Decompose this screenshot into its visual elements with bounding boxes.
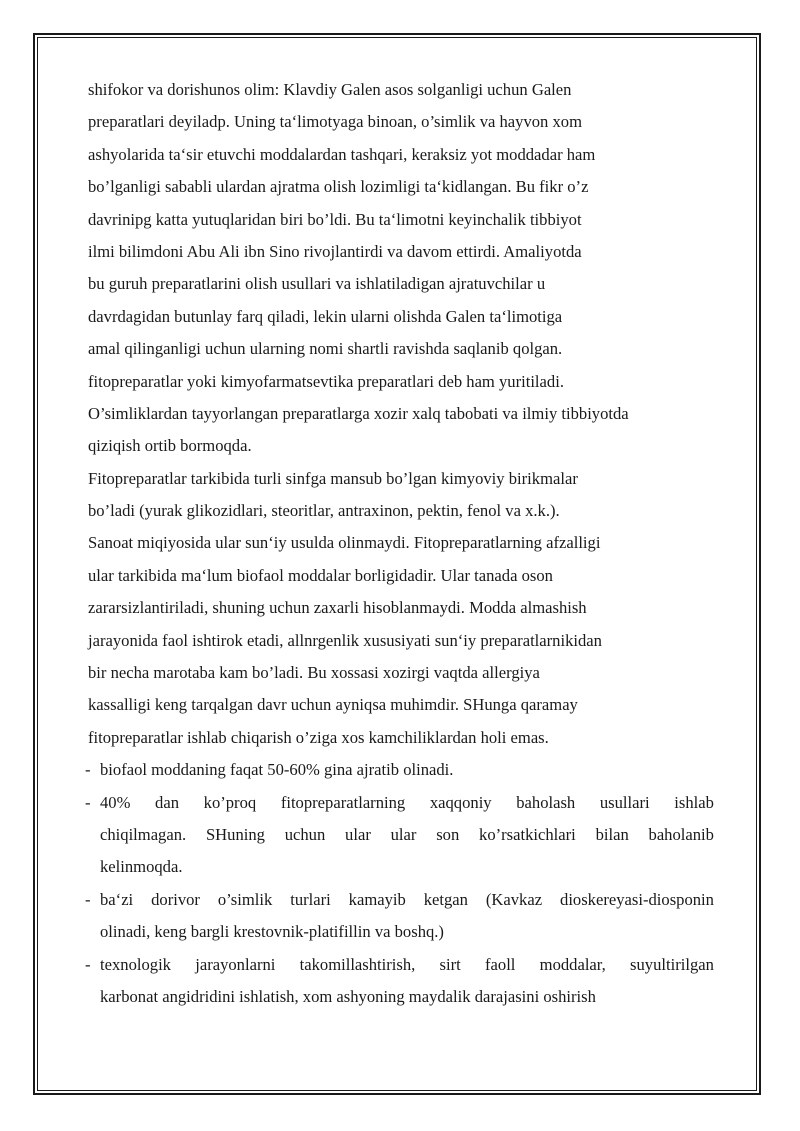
paragraph-line: ashyolarida ta‘sir etuvchi moddalardan tashqari, keraksiz yot moddadar ham	[88, 144, 596, 164]
list-item-line: olinadi, keng bargli krestovnik-platifillin va boshq.)	[100, 922, 444, 942]
list-item-line: ba‘zi dorivor o’simlik turlari kamayib ketgan (Kavkaz dioskereyasi-diosponin	[100, 889, 714, 909]
paragraph-line: qiziqish ortib bormoqda.	[88, 436, 252, 456]
list-item-line: chiqilmagan. SHuning uchun ular ular son ko’rsatkichlari bilan baholanib	[100, 824, 714, 844]
paragraph-line: O’simliklardan tayyorlangan preparatlarga xozir xalq tabobati va ilmiy tibbiyotda	[88, 403, 629, 423]
list-bullet-dash: -	[85, 792, 91, 812]
paragraph-line: bo’ladi (yurak glikozidlari, steoritlar, antraxinon, pektin, fenol va x.k.).	[88, 501, 560, 521]
paragraph-line: preparatlari deyiladp. Uning ta‘limotyaga binoan, o’simlik va hayvon xom	[88, 112, 583, 132]
paragraph-line: kassalligi keng tarqalgan davr uchun ayniqsa muhimdir. SHunga qaramay	[88, 695, 578, 715]
list-item-line: karbonat angidridini ishlatish, xom ashyoning maydalik darajasini oshirish	[100, 986, 596, 1006]
list-item-line: biofaol moddaning faqat 50-60% gina ajratib olinadi.	[100, 760, 454, 780]
document-body	[85, 74, 714, 1013]
list-item	[85, 787, 714, 884]
list-item-line: kelinmoqda.	[100, 857, 183, 877]
paragraph-line: Sanoat miqiyosida ular sun‘iy usulda olinmaydi. Fitopreparatlarning afzalligi	[88, 533, 601, 553]
list-bullet-dash: -	[85, 954, 91, 974]
list-item	[85, 754, 714, 786]
paragraph-line: ular tarkibida ma‘lum biofaol moddalar borligidadir. Ular tanada oson	[88, 565, 553, 585]
list-item	[85, 949, 714, 1014]
paragraph-line: fitopreparatlar ishlab chiqarish o’ziga xos kamchiliklardan holi emas.	[88, 727, 549, 747]
paragraph-line: ilmi bilimdoni Abu Ali ibn Sino rivojlantirdi va davom ettirdi. Amaliyotda	[88, 241, 582, 261]
paragraph-line: zararsizlantiriladi, shuning uchun zaxarli hisoblanmaydi. Modda almashish	[88, 598, 587, 618]
paragraph-line: davrinipg katta yutuqlaridan biri bo’ldi. Bu ta‘limotni keyinchalik tibbiyot	[88, 209, 582, 229]
list-bullet-dash: -	[85, 760, 91, 780]
paragraph-line: bir necha marotaba kam bo’ladi. Bu xossasi xozirgi vaqtda allergiya	[88, 663, 540, 683]
paragraph-line: bo’lganligi sababli ulardan ajratma olish lozimligi ta‘kidlangan. Bu fikr o’z	[88, 177, 589, 197]
paragraph-line: bu guruh preparatlarini olish usullari va ishlatiladigan ajratuvchilar u	[88, 274, 546, 294]
list-item-line: texnologik jarayonlarni takomillashtirish, sirt faoll moddalar, suyultirilgan	[100, 954, 714, 974]
list-bullet-dash: -	[85, 889, 91, 909]
list-item	[85, 884, 714, 949]
paragraph-line: jarayonida faol ishtirok etadi, allnrgenlik xususiyati sun‘iy preparatlarnikidan	[88, 630, 602, 650]
shortcomings-list	[85, 754, 714, 1013]
paragraph-line: davrdagidan butunlay farq qiladi, lekin ularni olishda Galen ta‘limotiga	[88, 306, 563, 326]
paragraph-line: shifokor va dorishunos olim: Klavdiy Galen asos solganligi uchun Galen	[88, 80, 572, 99]
list-item-line: 40% dan ko’proq fitopreparatlarning xaqqoniy baholash usullari ishlab	[100, 792, 714, 812]
paragraph-line: amal qilinganligi uchun ularning nomi shartli ravishda saqlanib qolgan.	[88, 339, 563, 359]
paragraph-line: Fitopreparatlar tarkibida turli sinfga mansub bo’lgan kimyoviy birikmalar	[88, 468, 578, 488]
paragraph-line: fitopreparatlar yoki kimyofarmatsevtika preparatlari deb ham yuritiladi.	[88, 371, 564, 391]
main-paragraph	[88, 74, 714, 754]
